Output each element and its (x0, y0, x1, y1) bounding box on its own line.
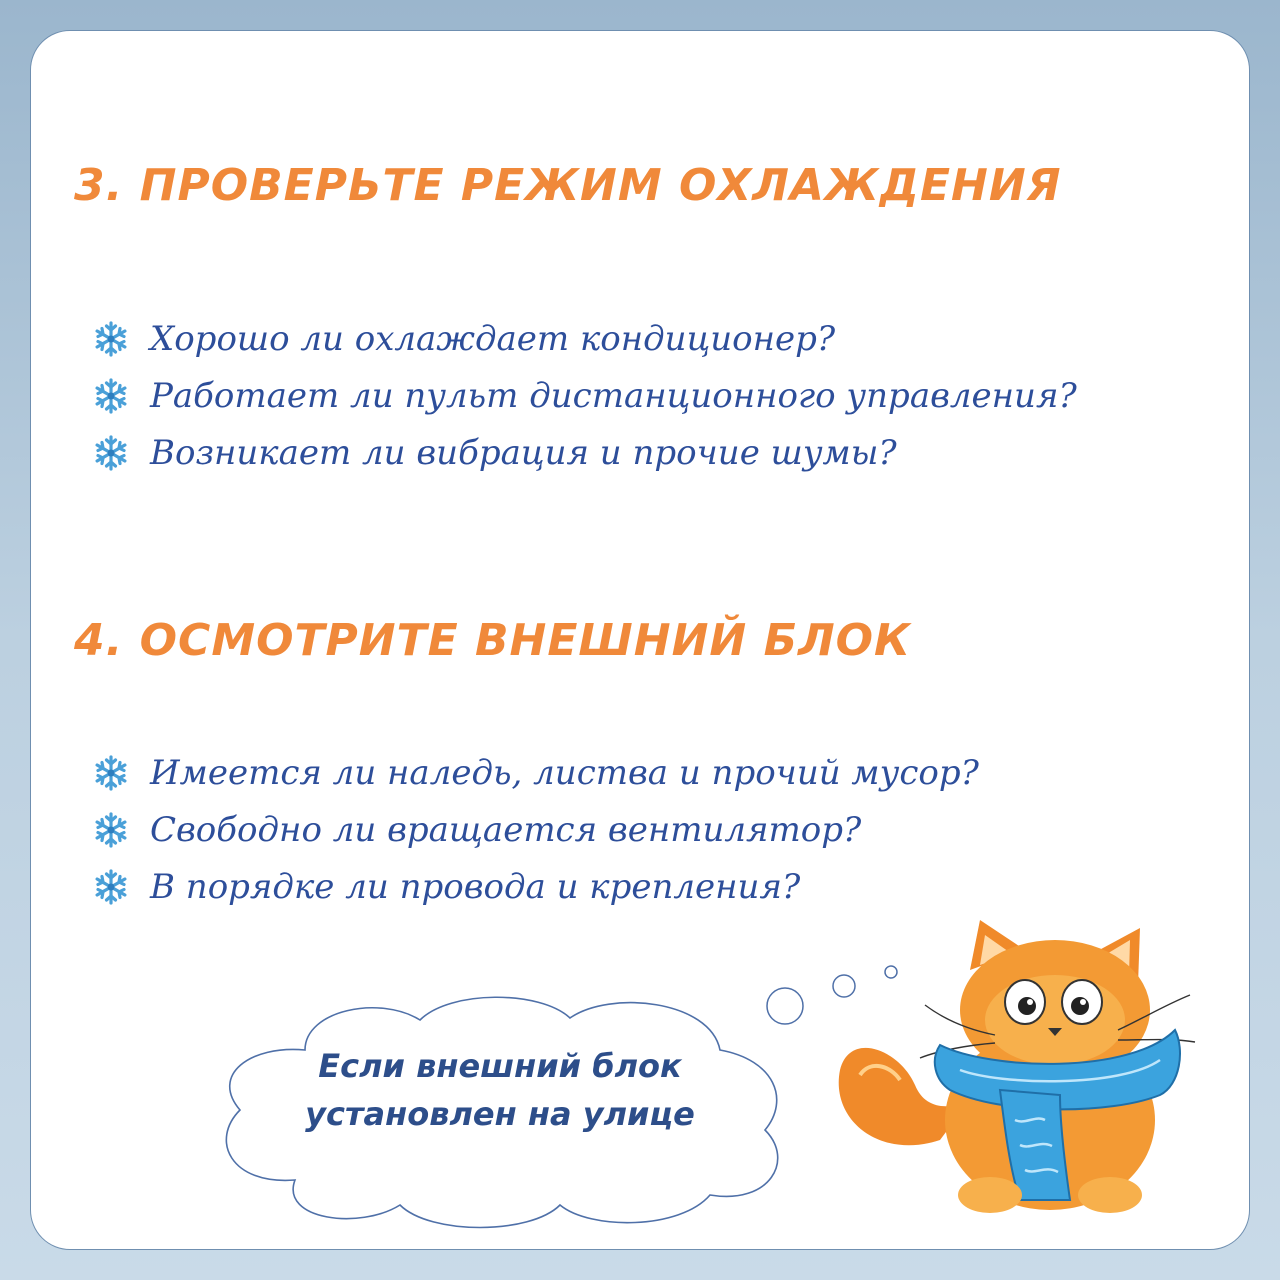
list-item: Хорошо ли охлаждает кондиционер? (92, 310, 1077, 367)
cat-in-scarf-icon (820, 910, 1210, 1220)
section-4-list (92, 744, 979, 915)
list-item: Возникает ли вибрация и прочие шумы? (92, 424, 1077, 481)
section-3-list (92, 310, 1077, 481)
cloud-text: Если внешний блок установлен на улице (305, 1047, 695, 1133)
section-3-heading: 3. ПРОВЕРЬТЕ РЕЖИМ ОХЛАЖДЕНИЯ (74, 160, 1062, 211)
snowflake-icon (92, 434, 130, 472)
thought-cloud (210, 990, 790, 1230)
list-item: В порядке ли провода и крепления? (92, 858, 979, 915)
list-item: Имеется ли наледь, листва и прочий мусор? (92, 744, 979, 801)
snowflake-icon (92, 868, 130, 906)
list-item: Работает ли пульт дистанционного управления? (92, 367, 1077, 424)
snowflake-icon (92, 320, 130, 358)
snowflake-icon (92, 811, 130, 849)
list-item: Свободно ли вращается вентилятор? (92, 801, 979, 858)
section-4-heading: 4. ОСМОТРИТЕ ВНЕШНИЙ БЛОК (74, 615, 912, 666)
snowflake-icon (92, 377, 130, 415)
snowflake-icon (92, 754, 130, 792)
